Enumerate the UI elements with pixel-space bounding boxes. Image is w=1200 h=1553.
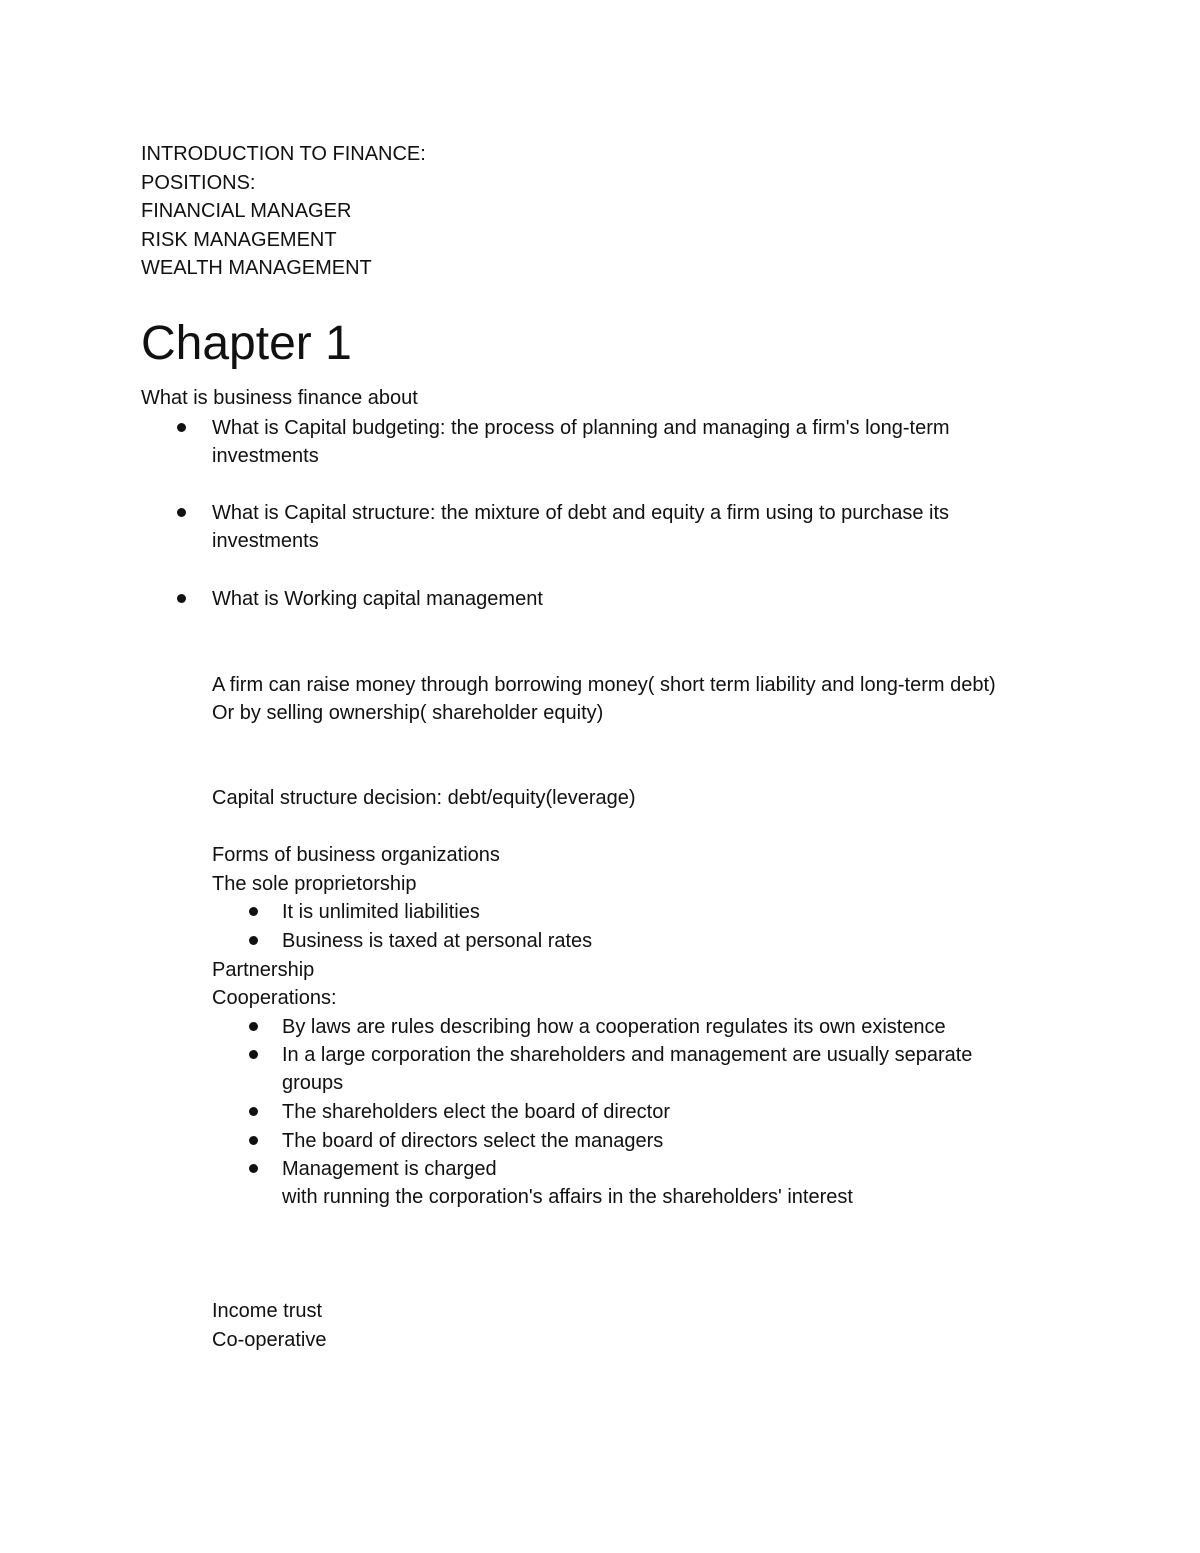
chapter-title: Chapter 1 xyxy=(141,317,352,370)
bullet-dot xyxy=(249,907,258,916)
doc-header-line-2: POSITIONS: xyxy=(141,172,256,194)
bullet-dot xyxy=(249,1164,258,1173)
list-item: What is Capital budgeting: the process of planning and managing a firm's long-term xyxy=(212,417,950,439)
partnership-heading: Partnership xyxy=(212,959,315,981)
list-item: It is unlimited liabilities xyxy=(282,901,480,923)
list-item-continuation: groups xyxy=(282,1072,344,1094)
list-item: What is Working capital management xyxy=(212,588,543,610)
list-item: The shareholders elect the board of director xyxy=(282,1101,670,1123)
list-item: By laws are rules describing how a cooperation regulates its own existence xyxy=(282,1016,946,1038)
forms-title: Forms of business organizations xyxy=(212,844,500,866)
list-item: What is Capital structure: the mixture of debt and equity a firm using to purchase its xyxy=(212,502,950,524)
bullet-dot xyxy=(177,594,186,603)
list-item: In a large corporation the shareholders and management are usually separate xyxy=(282,1044,973,1066)
capital-structure-decision: Capital structure decision: debt/equity(leverage) xyxy=(212,787,636,809)
bullet-dot xyxy=(249,1050,258,1059)
list-item: The board of directors select the managers xyxy=(282,1130,664,1152)
bullet-dot xyxy=(249,1136,258,1145)
income-trust-heading: Income trust xyxy=(212,1300,323,1322)
bullet-dot xyxy=(249,1107,258,1116)
list-item-continuation: with running the corporation's affairs in the shareholders' interest xyxy=(282,1186,853,1208)
bullet-dot xyxy=(249,936,258,945)
bullet-dot xyxy=(177,423,186,432)
cooperations-heading: Cooperations: xyxy=(212,987,337,1009)
cooperative-heading: Co-operative xyxy=(212,1329,327,1351)
list-item: Management is charged xyxy=(282,1158,497,1180)
list-item-continuation: investments xyxy=(212,445,319,467)
list-item-continuation: investments xyxy=(212,530,319,552)
bullet-dot xyxy=(177,508,186,517)
raise-money-line-2: Or by selling ownership( shareholder equity) xyxy=(212,702,604,724)
bullet-dot xyxy=(249,1022,258,1031)
list-item: Business is taxed at personal rates xyxy=(282,930,593,952)
raise-money-line-1: A firm can raise money through borrowing money( short term liability and long-term debt) xyxy=(212,674,996,696)
doc-header-line-3: FINANCIAL MANAGER xyxy=(141,200,352,222)
doc-header-line-5: WEALTH MANAGEMENT xyxy=(141,257,372,279)
doc-header-line-4: RISK MANAGEMENT xyxy=(141,229,337,251)
doc-header-line-1: INTRODUCTION TO FINANCE: xyxy=(141,143,426,165)
chapter-intro: What is business finance about xyxy=(141,387,418,409)
sole-proprietorship-heading: The sole proprietorship xyxy=(212,873,417,895)
